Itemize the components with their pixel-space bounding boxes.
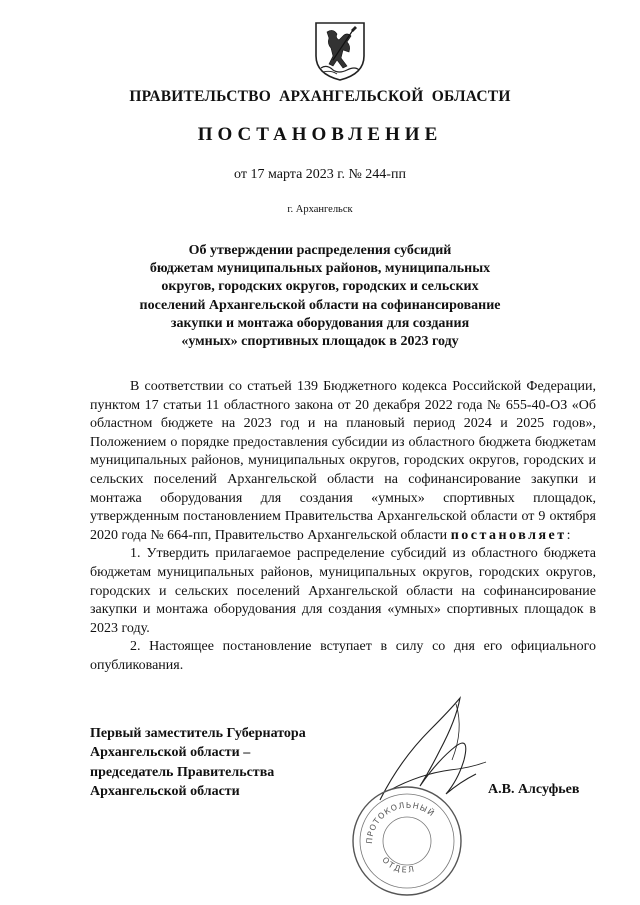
- signer-title-line: председатель Правительства: [90, 764, 275, 780]
- document-body: [90, 378, 596, 676]
- subject-line: поселений Архангельской области на софинансирование: [139, 297, 501, 313]
- document-subject: [120, 242, 520, 351]
- document-date-number: от 17 марта 2023 г. № 244-пп: [234, 167, 406, 182]
- body-paragraph-item-1: 1. Утвердить прилагаемое распределение субсидий из областного бюджета бюджетам муниципальных районов, муниципальных округов, городских округов, городских и сельских поселений Архангельской области на софинансирование закупки и монтажа оборудования для создания «умных» спортивных площадок в 2023 году.: [90, 546, 596, 636]
- document-city: г. Архангельск: [287, 204, 353, 215]
- subject-line: бюджетам муниципальных районов, муниципальных: [149, 261, 491, 277]
- signer-title-line: Архангельской области: [90, 784, 240, 800]
- decree-word: постановляет: [450, 527, 567, 543]
- coat-of-arms-emblem-icon: [313, 20, 367, 82]
- signer-title: [90, 724, 390, 802]
- subject-line: округов, городских округов, городских и сельских: [161, 279, 479, 295]
- government-title: ПРАВИТЕЛЬСТВО АРХАНГЕЛЬСКОЙ ОБЛАСТИ: [129, 88, 511, 105]
- preamble-text: В соответствии со статьей 139 Бюджетного кодекса Российской Федерации, пунктом 17 статьи 11 областного закона от 20 декабря 2022 года № 655-40-ОЗ «Об областном бюджете на 2023 год и на плановый период 2024 и 2025 годов», Положением о порядке предоставления субсидии из областного бюджета бюджетам муниципальных районов, муниципальных округов, городских округов, городских и сельских поселений Архангельской области на софинансирование закупки и монтажа оборудования для создания «умных» спортивных площадок, утвержденным постановлением Правительства Архангельской области от 9 октября 2020 года № 664-пп, Правительство Архангельской области: [90, 379, 596, 543]
- round-office-stamp-icon: [348, 782, 466, 900]
- preamble-colon: :: [566, 527, 571, 543]
- body-paragraph-item-2: 2. Настоящее постановление вступает в силу со дня его официального опубликования.: [90, 639, 596, 673]
- subject-line: Об утверждении распределения субсидий: [188, 243, 452, 258]
- signer-title-line: Архангельской области –: [90, 745, 251, 761]
- subject-line: «умных» спортивных площадок в 2023 году: [181, 334, 459, 350]
- document-type: ПОСТАНОВЛЕНИЕ: [197, 124, 443, 145]
- svg-text:ПРОТОКОЛЬНЫЙ: [365, 801, 438, 844]
- subject-line: закупки и монтажа оборудования для создания: [170, 315, 470, 331]
- stamp-text-top: ПРОТОКОЛЬНЫЙ: [364, 800, 437, 845]
- svg-text:ОТДЕЛ: [380, 855, 416, 874]
- stamp-text-bottom: ОТДЕЛ: [380, 855, 417, 875]
- signer-title-line: Первый заместитель Губернатора: [90, 726, 306, 741]
- signer-name: А.В. Алсуфьев: [488, 782, 580, 797]
- body-paragraph-preamble: [90, 378, 596, 545]
